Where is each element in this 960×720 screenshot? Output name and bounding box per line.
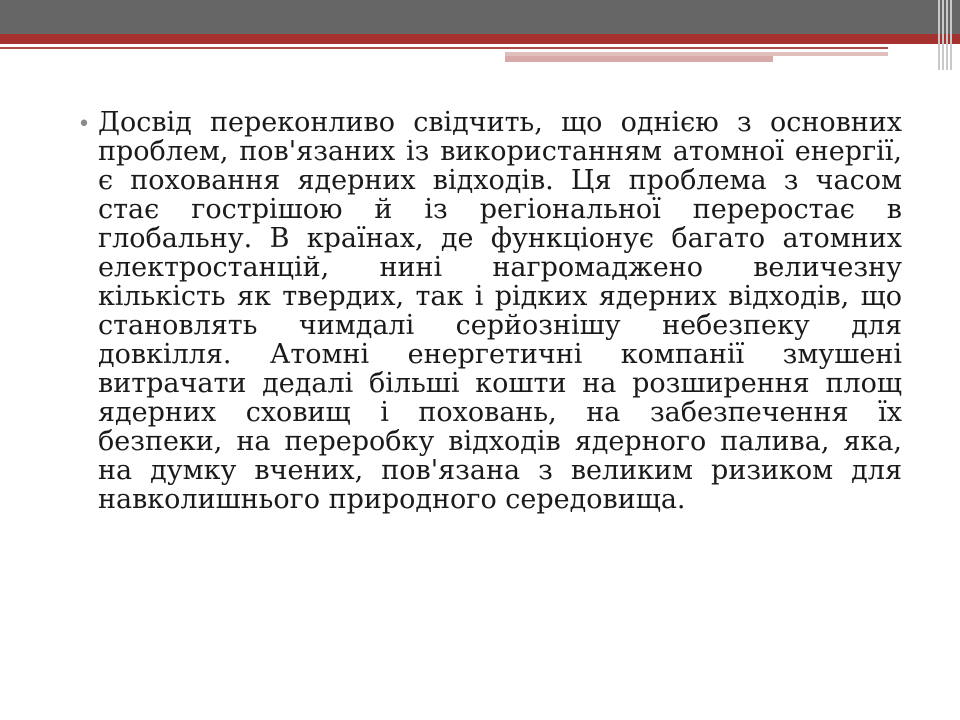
bullet-paragraph: Досвід переконливо свідчить, що однією з основних проблем, пов'язаних із використанням атомної енергії, є поховання ядерних відходів. Ця проблема з часом стає гострішою й із регіональної переростає в глобальну. В країнах, де функціонує багато атомних електростанцій, нині нагромаджено величезну кількість як твердих, так і рідких ядерних відходів, що становлять чимдалі серйознішу небезпеку для довкілля. Атомні енергетичні компанії змушені витрачати дедалі більші кошти на розширення площ ядерних сховищ і поховань, на забезпечення їх безпеки, на переробку відходів ядерного палива, яка, на думку вчених, пов'язана з великим ризиком для навколишнього природного середовища. bbox=[98, 107, 902, 515]
decorative-vertical-stripes bbox=[938, 0, 952, 70]
header-red-stripe bbox=[0, 34, 960, 44]
bullet-item bbox=[70, 108, 902, 514]
bullet-icon: • bbox=[77, 112, 91, 137]
slide-content bbox=[70, 108, 902, 514]
header-thin-stripe bbox=[0, 47, 888, 49]
header-accent-bar-light bbox=[505, 52, 888, 56]
header-bar bbox=[0, 0, 960, 34]
